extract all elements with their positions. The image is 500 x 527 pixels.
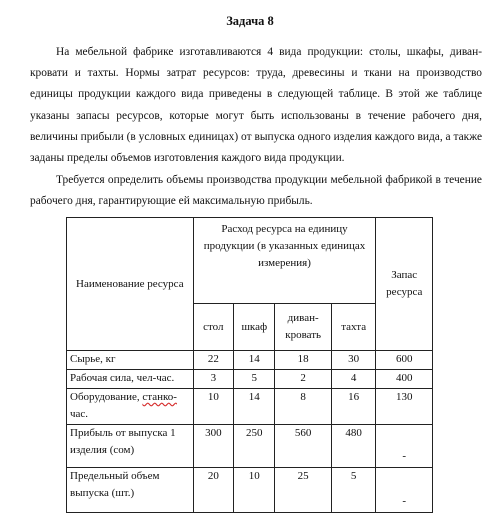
header-stock: Запас ресурса — [376, 218, 433, 351]
spellcheck-flagged-word: станко- — [142, 391, 177, 403]
table-header-row — [67, 218, 433, 304]
header-product: тахта — [331, 304, 376, 351]
cell-value: 10 — [193, 389, 234, 425]
row-label-main: Оборудование, — [70, 391, 143, 403]
table-row — [67, 468, 433, 513]
header-resource-name: Наименование ресурса — [67, 218, 194, 351]
cell-value: 14 — [234, 389, 275, 425]
table-row — [67, 351, 433, 370]
cell-stock: 400 — [376, 370, 433, 389]
cell-value: 8 — [275, 389, 331, 425]
cell-value: 5 — [331, 468, 376, 513]
cell-value: 10 — [234, 468, 275, 513]
cell-value: 18 — [275, 351, 331, 370]
problem-paragraph: На мебельной фабрике изготавливаются 4 вида продукции: столы, шкафы, диван-кровати и тахты. Нормы затрат ресурсов: труда, древесины и ткани на производство единицы продукции каждого вида приведены в следующей таблице. В этой же таблице указаны запасы ресурсов, которые могут быть использованы в течение рабочего дня, величины прибыли (в условных единицах) от выпуска одного изделия каждого вида, а также заданы пределы объемов изготовления каждого вида продукции. — [30, 46, 482, 165]
cell-value: 5 — [234, 370, 275, 389]
cell-value: 2 — [275, 370, 331, 389]
row-label: Предельный объем выпуска (шт.) — [67, 468, 194, 513]
cell-value: 300 — [193, 425, 234, 468]
cell-value: 4 — [331, 370, 376, 389]
cell-value: 30 — [331, 351, 376, 370]
table-row — [67, 370, 433, 389]
cell-value: 250 — [234, 425, 275, 468]
header-product: диван-кровать — [275, 304, 331, 351]
cell-stock: - — [376, 468, 433, 513]
header-product: шкаф — [234, 304, 275, 351]
row-label-tail: час. — [70, 408, 89, 420]
cell-value: 16 — [331, 389, 376, 425]
table-row — [67, 389, 433, 425]
cell-value: 25 — [275, 468, 331, 513]
row-label: Прибыль от выпуска 1 изделия (сом) — [67, 425, 194, 468]
row-label — [67, 389, 194, 425]
cell-value: 560 — [275, 425, 331, 468]
cell-value: 22 — [193, 351, 234, 370]
task-title: Задача 8 — [226, 14, 274, 28]
requirement-paragraph: Требуется определить объемы производства продукции мебельной фабрикой в течение рабочего дня, гарантирующие ей максимальную прибыль. — [30, 174, 482, 208]
header-product: стол — [193, 304, 234, 351]
cell-stock: 130 — [376, 389, 433, 425]
cell-stock: 600 — [376, 351, 433, 370]
cell-value: 3 — [193, 370, 234, 389]
cell-stock: - — [376, 425, 433, 468]
cell-value: 14 — [234, 351, 275, 370]
row-label: Сырье, кг — [67, 351, 194, 370]
resource-table — [66, 217, 433, 513]
row-label: Рабочая сила, чел-час. — [67, 370, 194, 389]
cell-value: 20 — [193, 468, 234, 513]
table-row — [67, 425, 433, 468]
cell-value: 480 — [331, 425, 376, 468]
header-consumption: Расход ресурса на единицу продукции (в указанных единицах измерения) — [193, 218, 376, 304]
